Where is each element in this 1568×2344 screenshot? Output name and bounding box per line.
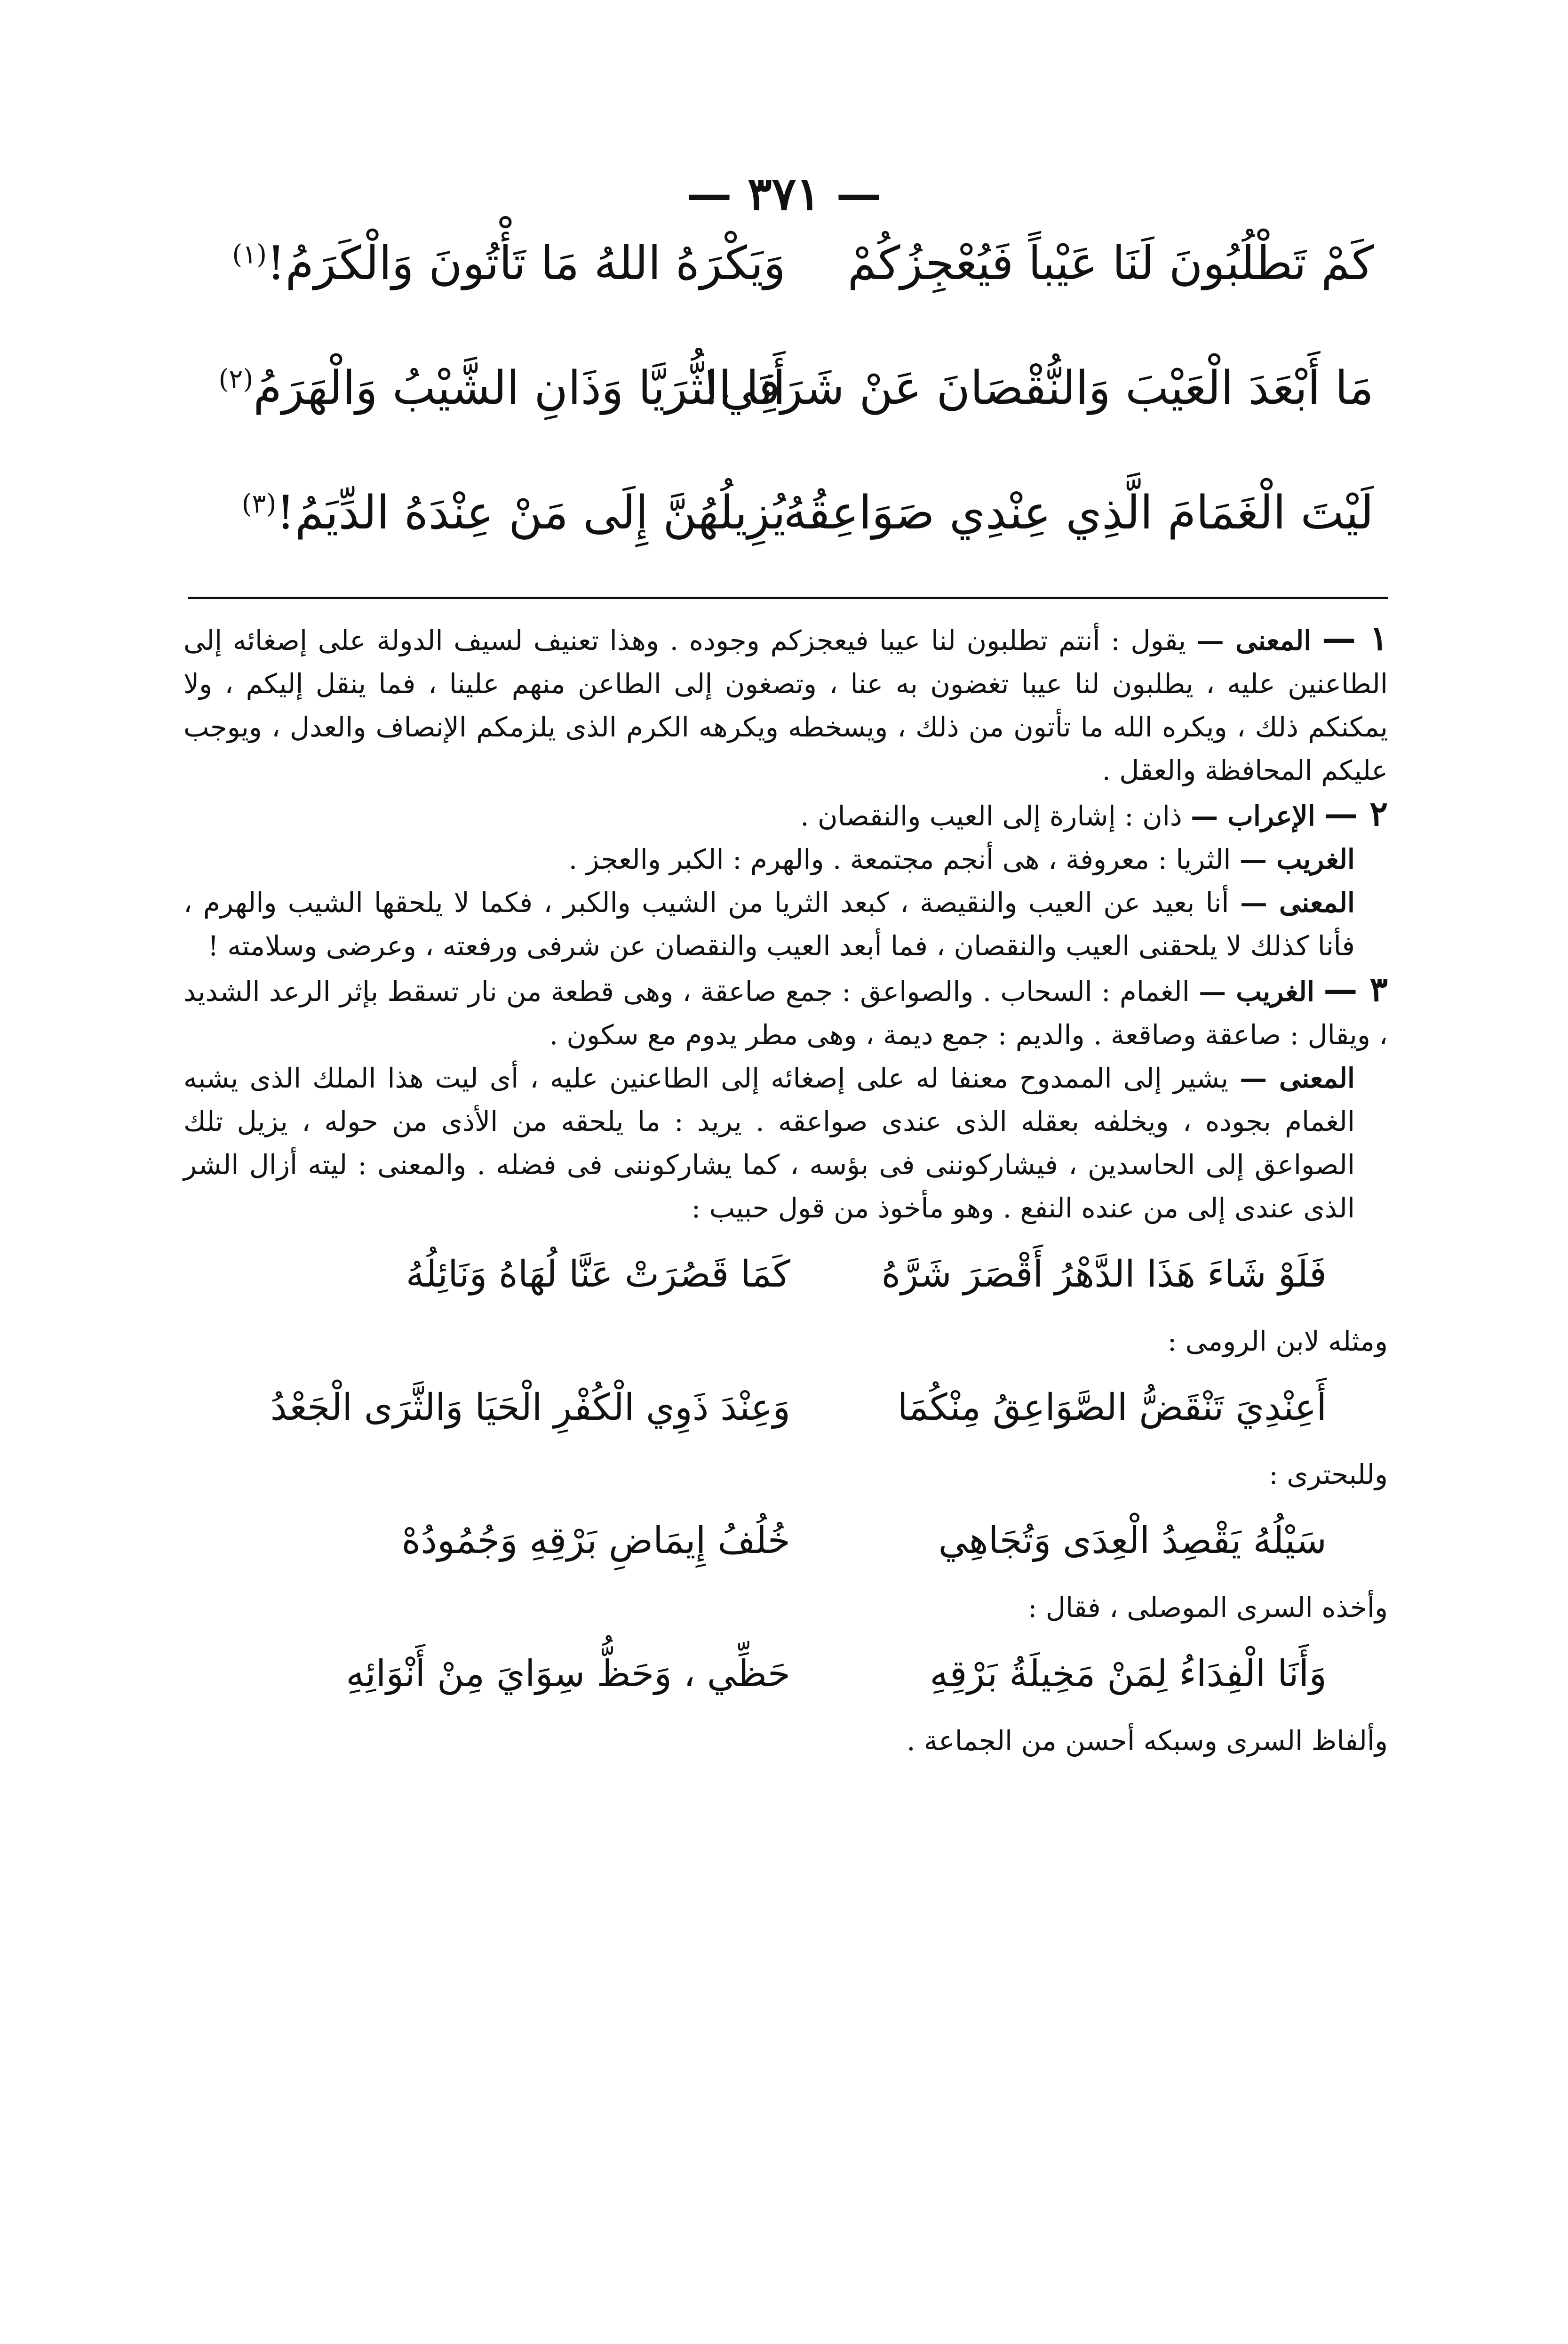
quoted-verse-buhturi — [183, 1500, 1388, 1582]
verse-3-second-hemistich — [179, 473, 786, 553]
quoted-verse-sari-first: وَأَنَا الْفِدَاءُ لِمَنْ مَخِيلَةُ بَرْقِهِ — [930, 1653, 1327, 1695]
note-1 — [183, 616, 1388, 792]
note-3-gharib-text: الغمام : السحاب . والصواعق : جمع صاعقة ، وهى قطعة من نار تسقط بإثر الرعد الشديد ، ويقال : صاعقة وصاقعة . والديم : جمع ديمة ، وهى مطر يدوم مع سكون . — [183, 976, 1388, 1051]
footnote-marker-1: (١) — [232, 239, 267, 270]
note-3-gharib-label: الغريب — — [1199, 976, 1315, 1008]
quoted-verse-buhturi-first: سَيْلُهُ يَقْصِدُ الْعِدَى وَتُجَاهِي — [938, 1520, 1327, 1562]
note-3-mana-text: يشير إلى الممدوح معنفا له على إصغائه إلى الطاعنين عليه ، أى ليت هذا الملك الذى يشبه الغمام بجوده ، ويخلفه بعقله الذى عندى صواعقه . يريد : ما يلحقه من الأذى من حوله ، يزيل تلك الصواعق إلى الحاسدين ، فيشاركوننى فى بؤسه ، كما يشاركوننى فى فضله . والمعنى : ليته أزال الشر الذى عندى إلى من عنده النفع . وهو مأخوذ من قول حبيب : — [183, 1062, 1355, 1224]
note-2-irab-text: ذان : إشارة إلى العيب والنقصان . — [800, 800, 1182, 832]
closing-remark: وألفاظ السرى وسبكه أحسن من الجماعة . — [907, 1725, 1388, 1757]
quoted-verse-ibn-alrumi-second: وَعِنْدَ ذَوِي الْكُفْرِ الْحَيَا وَالثَّرَى الْجَعْدُ — [270, 1386, 790, 1429]
note-2-number: ٢ — — [1324, 793, 1388, 833]
note-3-gharib — [183, 968, 1388, 1056]
intro-buhturi: وللبحترى : — [1269, 1458, 1388, 1490]
verse-2-first-hemistich: مَا أَبْعَدَ الْعَيْبَ وَالنُّقْصَانَ عَنْ شَرَفِي! — [701, 361, 1374, 415]
quoted-verse-ibn-alrumi — [183, 1367, 1388, 1449]
verse-2-second-text: أَنَا الثُّرَيَّا وَذَانِ الشَّيْبُ وَالْهَرَمُ — [253, 361, 786, 415]
quoted-verse-ibn-alrumi-first: أَعِنْدِيَ تَنْقَضُّ الصَّوَاعِقُ مِنْكُمَا — [897, 1386, 1327, 1429]
footnotes — [183, 616, 1388, 1762]
quoted-verse-sari-second: حَظِّي ، وَحَظُّ سِوَايَ مِنْ أَنْوَائِهِ — [346, 1653, 790, 1695]
note-1-label: المعنى — — [1196, 624, 1312, 656]
quoted-verse-buhturi-second: خُلُفُ إِيمَاضِ بَرْقِهِ وَجُمُودُهْ — [401, 1520, 790, 1562]
note-2-gharib-text: الثريا : معروفة ، هى أنجم مجتمعة . والهرم : الكبر والعجز . — [568, 843, 1231, 875]
quoted-verse-habib — [183, 1233, 1388, 1316]
note-2-mana-text: أنا بعيد عن العيب والنقيصة ، كبعد الثريا من الشيب والكبر ، فكما لا يلحقها الشيب والهرم ، فأنا كذلك لا يلحقنى العيب والنقصان ، فما أبعد العيب والنقصان عن شرفى ورفعته ، وعرضى وسلامته ! — [183, 887, 1355, 962]
footnote-marker-2: (٢) — [218, 364, 254, 395]
note-2-mana-label: المعنى — — [1240, 887, 1355, 919]
note-3-number: ٣ — — [1323, 969, 1388, 1009]
verse-3 — [179, 473, 1374, 553]
verse-2 — [179, 348, 1374, 428]
quoted-verse-habib-second: كَمَا قَصُرَتْ عَنَّا لُهَاهُ وَنَائِلُهُ — [406, 1253, 790, 1296]
note-2-irab-label: الإعراب — — [1191, 800, 1315, 832]
note-2-gharib-label: الغريب — — [1239, 843, 1355, 875]
verse-2-second-hemistich — [179, 348, 786, 428]
page-number: — ٣٧١ — — [686, 167, 882, 220]
note-2-gharib — [183, 838, 1388, 881]
verse-1 — [179, 224, 1374, 304]
note-2-irab — [183, 792, 1388, 838]
quoted-verse-sari — [183, 1633, 1388, 1715]
note-1-number: ١ — — [1322, 618, 1388, 658]
note-2-mana — [183, 881, 1388, 968]
verse-1-second-hemistich — [179, 224, 786, 304]
note-3-mana-label: المعنى — — [1240, 1062, 1355, 1094]
intro-ibn-alrumi: ومثله لابن الرومى : — [1167, 1325, 1388, 1357]
note-3-mana — [183, 1056, 1388, 1230]
verse-1-second-text: وَيَكْرَهُ اللهُ مَا تَأْتُونَ وَالْكَرَمُ! — [267, 237, 786, 290]
verse-3-first-hemistich: لَيْتَ الْغَمَامَ الَّذِي عِنْدِي صَوَاعِقُهُ — [783, 486, 1374, 540]
note-1-text: يقول : أنتم تطلبون لنا عيبا فيعجزكم وجوده . وهذا تعنيف لسيف الدولة على إصغائه إلى الطاعنين عليه ، يطلبون لنا عيبا تغضون به عنا ، وتصغون إلى الطاعن منهم علينا ، فما ينقل إليكم ، ولا يمكنكم ذلك ، ويكره الله ما تأتون من ذلك ، ويسخطه ويكرهه الكرم الذى يلزمكم الإنصاف والعدل ، ويوجب عليكم المحافظة والعقل . — [183, 624, 1388, 786]
footnote-divider — [188, 597, 1388, 599]
verse-3-second-text: يُزِيلُهُنَّ إِلَى مَنْ عِنْدَهُ الدِّيَمُ! — [276, 486, 786, 540]
footnote-marker-3: (٣) — [241, 488, 277, 520]
quoted-verse-habib-first: فَلَوْ شَاءَ هَذَا الدَّهْرُ أَقْصَرَ شَرَّهُ — [881, 1253, 1327, 1296]
verse-1-first-hemistich: كَمْ تَطْلُبُونَ لَنَا عَيْباً فَيُعْجِزُكُمْ — [847, 237, 1374, 290]
intro-sari: وأخذه السرى الموصلى ، فقال : — [1027, 1592, 1388, 1624]
